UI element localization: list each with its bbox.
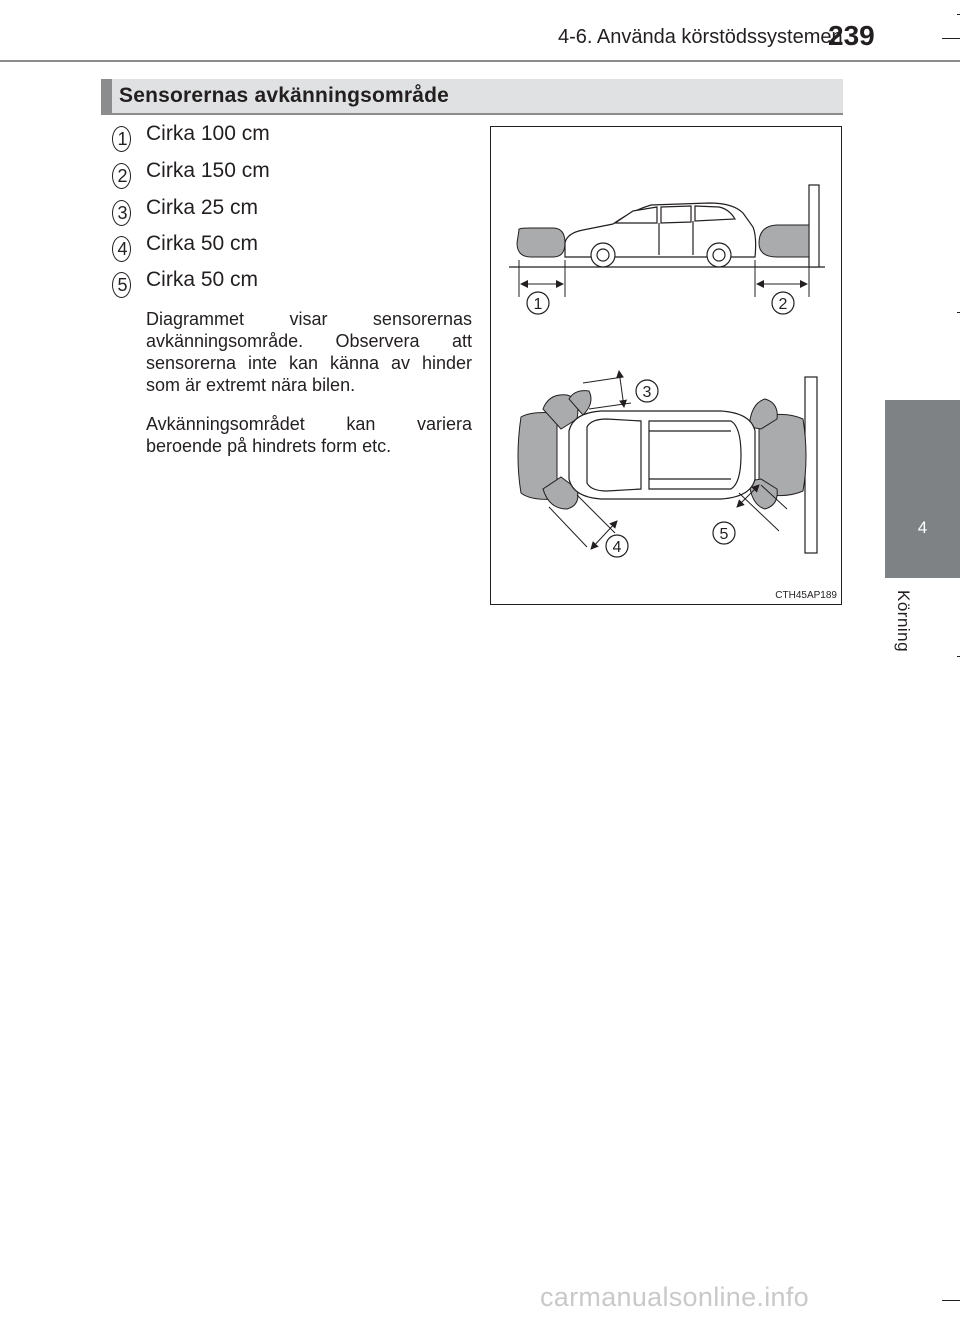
item-number: 2 (110, 163, 135, 189)
wall-icon (805, 377, 817, 553)
wall-icon (809, 185, 819, 267)
item-number: 4 (110, 236, 135, 262)
item-text: Cirka 25 cm (146, 196, 259, 219)
item-text: Cirka 100 cm (146, 122, 270, 145)
figure-callout: 3 (642, 384, 652, 401)
side-view (509, 185, 825, 314)
figure-callout: 4 (612, 539, 622, 556)
running-header: 4-6. Använda körstödssystemen (558, 26, 843, 48)
item-number: 3 (110, 200, 135, 226)
figure-callout: 1 (533, 296, 543, 313)
figure-callout: 2 (778, 296, 788, 313)
top-view (518, 371, 817, 557)
rear-detection-area-icon (759, 225, 809, 257)
chapter-tab (885, 400, 960, 578)
item-number: 5 (110, 272, 135, 298)
item-number: 1 (110, 126, 135, 152)
body-paragraph: Diagrammet visar sensorernas avkänningsområde. Observera att sensorerna inte kan känna av hinder som är extremt nära bilen. (146, 309, 472, 395)
sensor-range-illustration (491, 127, 841, 604)
crop-mark (942, 38, 960, 39)
chapter-label: Körning (894, 590, 913, 653)
header-rule (0, 60, 960, 62)
car-side-icon (565, 203, 756, 267)
crop-mark (942, 1300, 960, 1301)
item-text: Cirka 50 cm (146, 232, 259, 255)
front-detection-area-icon (517, 228, 565, 257)
sensor-range-figure (490, 126, 842, 605)
item-text: Cirka 50 cm (146, 268, 259, 291)
figure-callout: 5 (719, 526, 729, 543)
item-text: Cirka 150 cm (146, 159, 270, 182)
car-top-icon (569, 411, 755, 499)
page-number: 239 (828, 20, 875, 51)
section-heading-rule (101, 113, 843, 115)
watermark-text: carmanualsonline.info (540, 1282, 809, 1312)
body-paragraph: Avkänningsområdet kan variera beroende på hindrets form etc. (146, 414, 472, 456)
section-heading: Sensorernas avkänningsområde (119, 84, 450, 107)
chapter-number: 4 (917, 518, 928, 537)
figure-code: CTH45AP189 (775, 590, 837, 601)
